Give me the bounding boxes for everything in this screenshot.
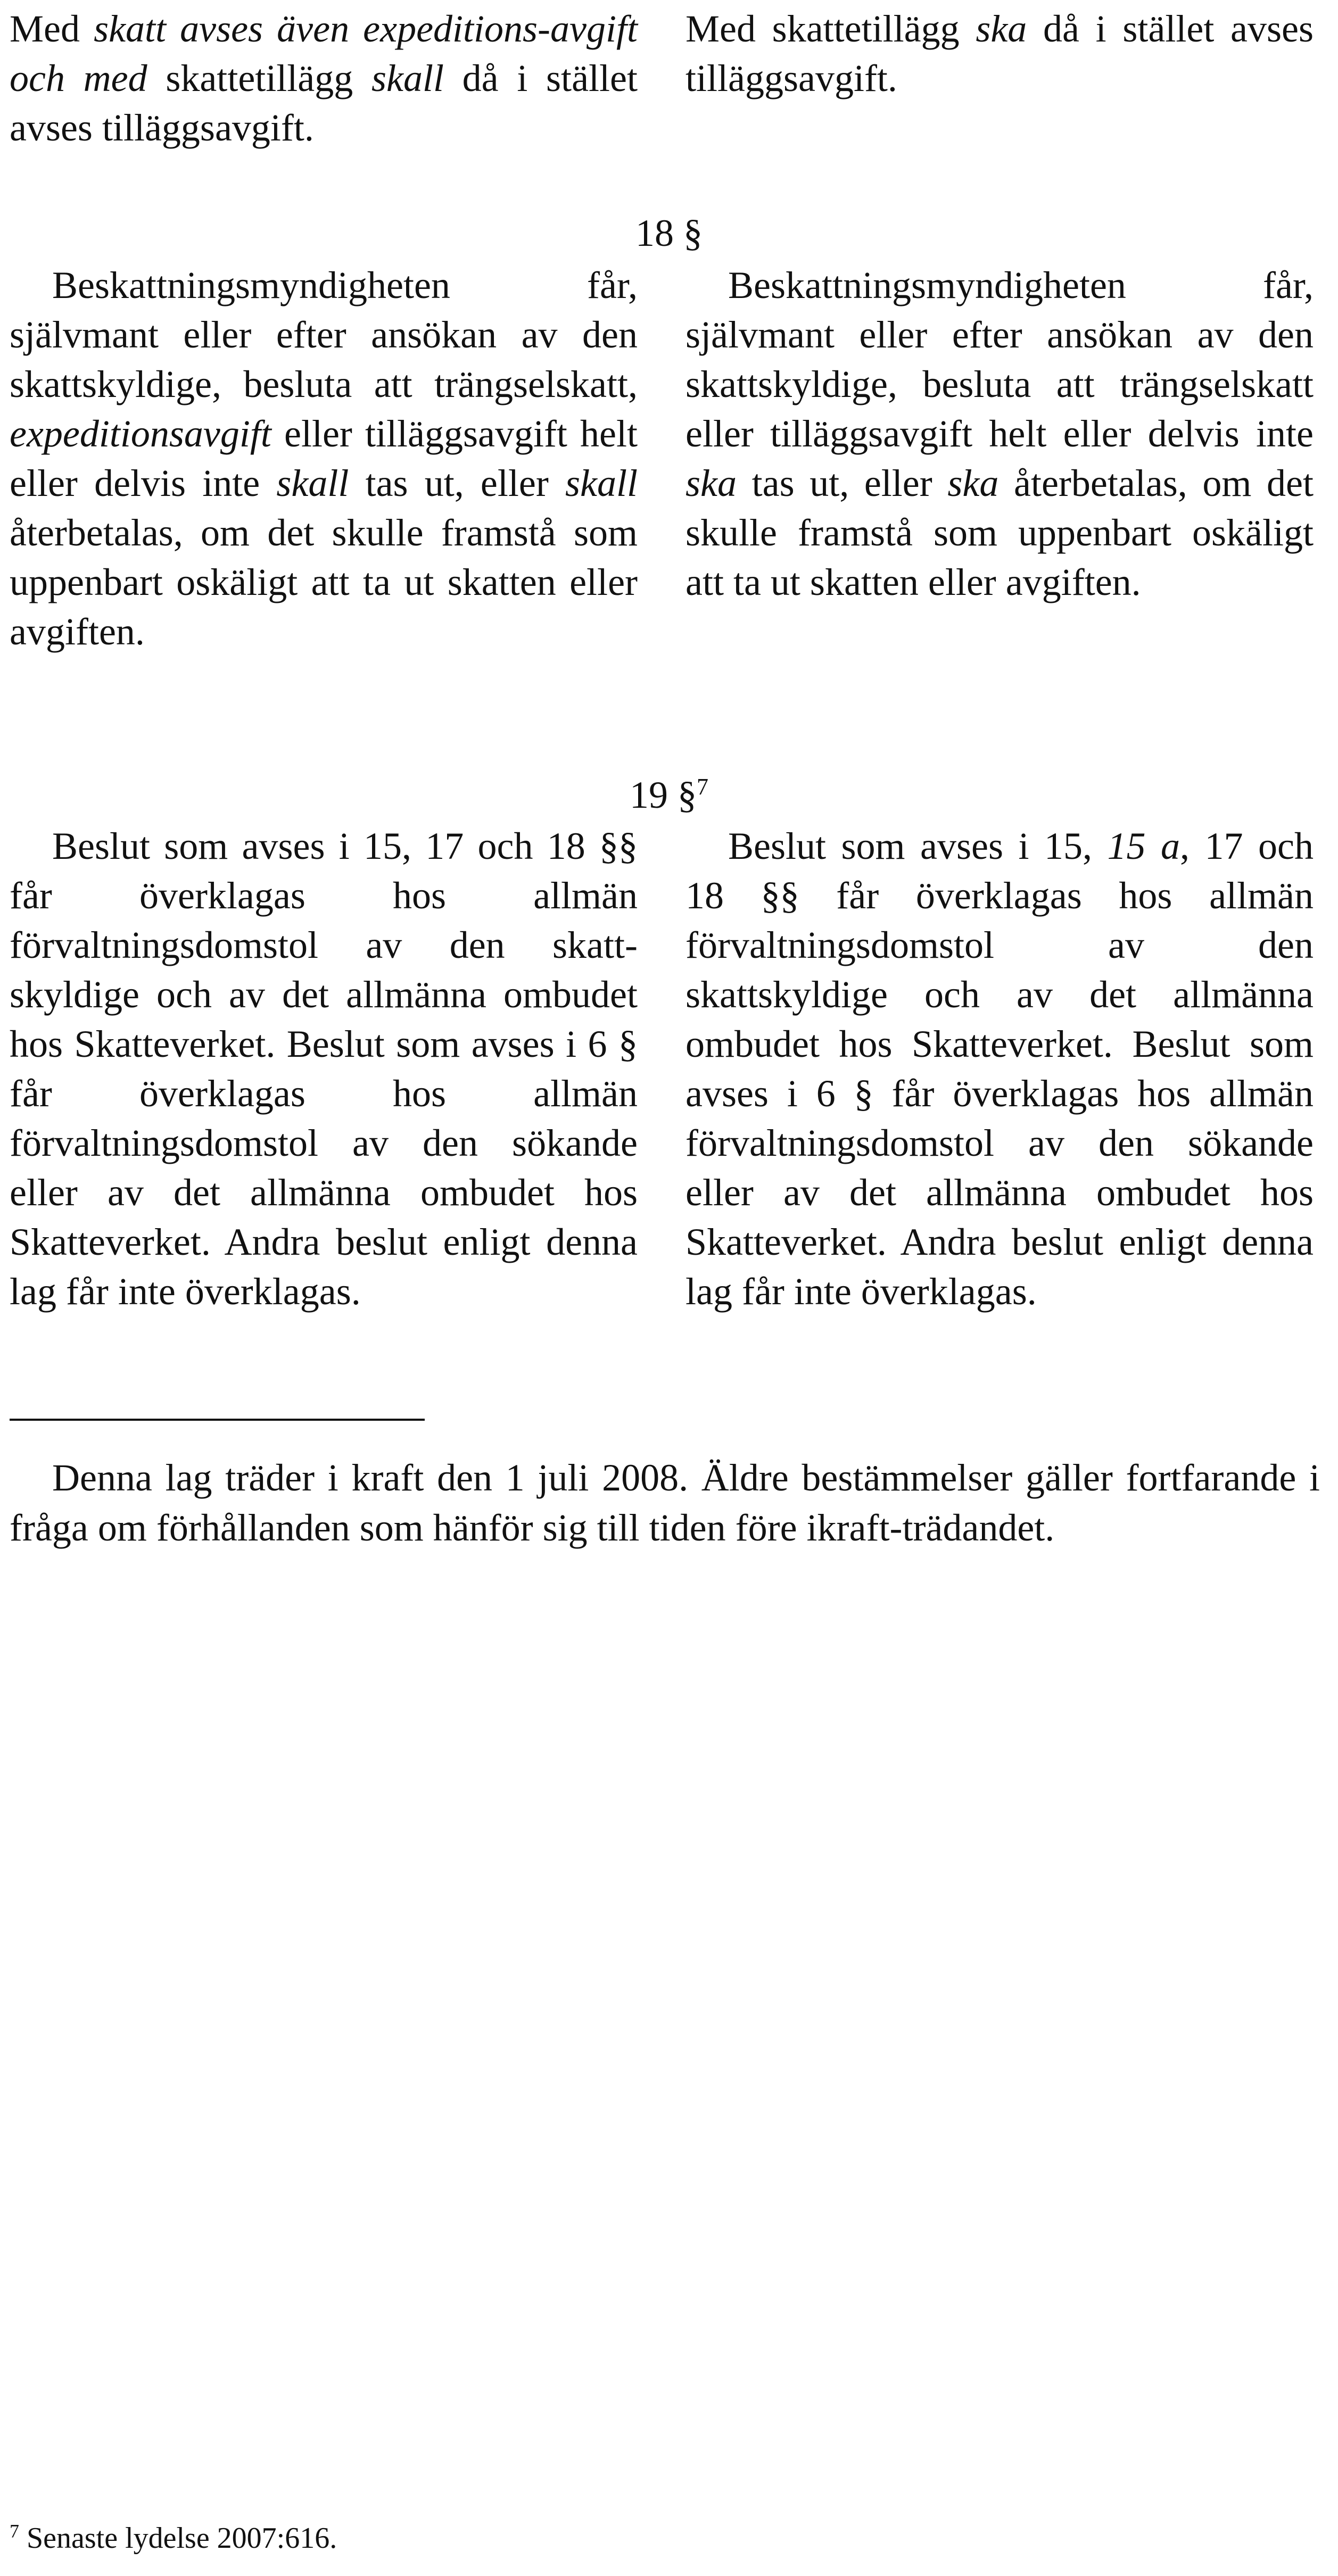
s18-right-text-2: tas ut, eller — [736, 462, 948, 504]
s19-left-text-1: Beslut som avses i 15, 17 och 18 §§ får överklagas hos allmän förvaltningsdomstol av den skatt-skyldige och av det allmänna ombudet hos Skatteverket. Beslut som avses i 6 § får överklagas hos allmän förvaltningsdomstol av den sökande eller av det allmänna ombudet hos Skatteverket. Andra beslut enligt denna lag får inte överklagas. — [10, 825, 638, 1313]
s18-right-italic-1: ska — [685, 462, 737, 504]
section-18-left-column — [10, 261, 638, 657]
s18-right-italic-2: ska — [947, 462, 999, 504]
section-19-right-column — [685, 822, 1314, 1316]
section-19-symbol: § — [678, 774, 697, 816]
s18-left-text-3: tas ut, eller — [349, 462, 566, 504]
footnote-number: 7 — [10, 2520, 19, 2542]
s19-right-italic-1: 15 a — [1107, 825, 1180, 867]
intro-right-text-2: då i stället avses tilläggsavgift. — [685, 7, 1314, 100]
s18-right-text-3: återbetalas, om det skulle framstå som uppenbart oskäligt att ta ut skatten eller avgiften. — [685, 462, 1314, 603]
s18-left-italic-3: skall — [565, 462, 638, 504]
intro-right-column — [685, 4, 1314, 103]
s18-left-italic-1: expeditionsavgift — [10, 412, 271, 455]
footnote-text: Senaste lydelse 2007:616. — [27, 2522, 337, 2555]
section-19-number: 19 — [630, 774, 668, 816]
section-19-left-column — [10, 822, 638, 1316]
divider-rule — [10, 1419, 425, 1421]
intro-left-italic-2: skall — [371, 57, 444, 100]
s19-right-text-2: , 17 och 18 §§ får överklagas hos allmän förvaltningsdomstol av den skattskyldige och av det allmänna ombudet hos Skatteverket. Beslut som avses i 6 § får överklagas hos allmän förvaltningsdomstol av den sökande eller av det allmänna ombudet hos Skatteverket. Andra beslut enligt denna lag får inte överklagas. — [685, 825, 1314, 1313]
section-19-heading — [0, 771, 1338, 820]
footnote — [10, 2520, 337, 2557]
intro-left-text-3: då i stället avses tilläggsavgift. — [10, 57, 638, 149]
intro-left-text-2: skattetillägg — [147, 57, 371, 100]
section-18-number: 18 — [635, 212, 674, 254]
s18-left-italic-2: skall — [276, 462, 349, 504]
s19-right-text-1: Beslut som avses i 15, — [728, 825, 1108, 867]
intro-right-text-1: Med skattetillägg — [685, 7, 976, 50]
s18-right-text-1: Beskattningsmyndigheten får, självmant eller efter ansökan av den skattskyldige, besluta att trängselskatt eller tilläggsavgift helt eller delvis inte — [685, 264, 1314, 455]
intro-right-italic-1: ska — [976, 7, 1027, 50]
section-18-heading — [0, 209, 1338, 258]
intro-left-italic-1: skatt avses även expeditions-avgift och med — [10, 7, 638, 100]
s18-left-text-4: återbetalas, om det skulle framstå som uppenbart oskäligt att ta ut skatten eller avgiften. — [10, 511, 638, 653]
section-18-symbol: § — [683, 212, 703, 254]
s18-left-text-2: eller tilläggsavgift helt eller delvis inte — [10, 412, 638, 504]
intro-left-column — [10, 4, 638, 153]
intro-left-text-1: Med — [10, 7, 94, 50]
section-18-right-column — [685, 261, 1314, 607]
transitional-provision: Denna lag träder i kraft den 1 juli 2008. Äldre bestämmelser gäller fortfarande i fråga om förhållanden som hänför sig till tiden före ikraft-trädandet. — [10, 1456, 1320, 1549]
s18-left-text-1: Beskattningsmyndigheten får, självmant eller efter ansökan av den skattskyldige, besluta att trängselskatt, — [10, 264, 638, 405]
footnote-reference: 7 — [697, 774, 708, 800]
